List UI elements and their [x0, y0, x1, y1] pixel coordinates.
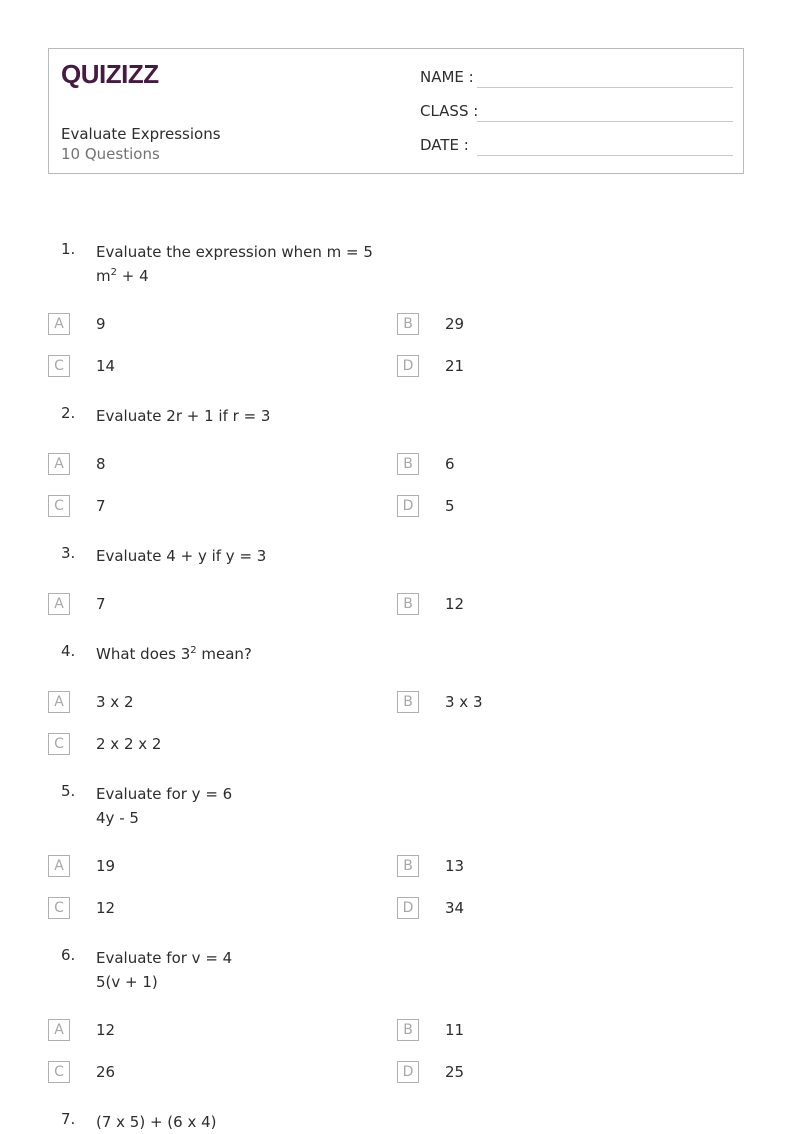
option-text: 9 — [96, 315, 106, 333]
option-text: 6 — [445, 455, 455, 473]
option-letter: D — [397, 897, 419, 919]
question-number: 6. — [61, 946, 76, 964]
question-text: (7 x 5) + (6 x 4) — [96, 1113, 217, 1131]
option-text: 21 — [445, 357, 465, 375]
quizizz-logo: QUIZIZZ — [61, 59, 159, 89]
option-letter: B — [397, 313, 419, 335]
option-text: 26 — [96, 1063, 116, 1081]
class-label: CLASS : — [420, 102, 479, 120]
date-line — [477, 155, 733, 156]
name-line — [477, 87, 733, 88]
option-letter: A — [48, 691, 70, 713]
option-text: 12 — [445, 595, 465, 613]
option-letter: A — [48, 593, 70, 615]
question-number: 5. — [61, 782, 76, 800]
option-letter: B — [397, 453, 419, 475]
name-label: NAME : — [420, 68, 474, 86]
question-text: What does $3^2$ mean? — [96, 645, 252, 663]
option-text: 2 x 2 x 2 — [96, 735, 162, 753]
question-number: 2. — [61, 404, 76, 422]
option-letter: A — [48, 313, 70, 335]
name-field[interactable] — [420, 68, 733, 90]
option-letter: B — [397, 691, 419, 713]
option-text: 12 — [96, 899, 116, 917]
option-letter: A — [48, 453, 70, 475]
date-field[interactable] — [420, 136, 733, 158]
question-number: 1. — [61, 240, 76, 258]
option-text: 11 — [445, 1021, 465, 1039]
option-letter: C — [48, 355, 70, 377]
option-letter: D — [397, 355, 419, 377]
question-text: Evaluate 2r + 1 if r = 3 — [96, 407, 271, 425]
option-letter: A — [48, 855, 70, 877]
class-field[interactable] — [420, 102, 733, 124]
option-letter: B — [397, 855, 419, 877]
worksheet-title: Evaluate Expressions — [61, 125, 221, 143]
question-text: Evaluate the expression when m = 5 $m^2 + 4$ — [96, 243, 373, 285]
option-letter: B — [397, 1019, 419, 1041]
option-text: 25 — [445, 1063, 465, 1081]
worksheet-header — [48, 48, 744, 174]
option-text: 34 — [445, 899, 465, 917]
option-letter: C — [48, 1061, 70, 1083]
option-letter: C — [48, 733, 70, 755]
option-text: 14 — [96, 357, 116, 375]
option-letter: C — [48, 897, 70, 919]
question-number: 7. — [61, 1110, 76, 1128]
option-text: 7 — [96, 497, 106, 515]
class-line — [477, 121, 733, 122]
question-number: 3. — [61, 544, 76, 562]
option-letter: D — [397, 495, 419, 517]
option-text: 13 — [445, 857, 465, 875]
option-letter: C — [48, 495, 70, 517]
option-text: 5 — [445, 497, 455, 515]
option-letter: D — [397, 1061, 419, 1083]
question-number: 4. — [61, 642, 76, 660]
option-text: 7 — [96, 595, 106, 613]
question-count: 10 Questions — [61, 145, 160, 163]
question-text: Evaluate 4 + y if y = 3 — [96, 547, 267, 565]
option-letter: B — [397, 593, 419, 615]
question-text: Evaluate for v = 4 5(v + 1) — [96, 949, 233, 991]
option-letter: A — [48, 1019, 70, 1041]
option-text: 3 x 2 — [96, 693, 134, 711]
option-text: 12 — [96, 1021, 116, 1039]
option-text: 19 — [96, 857, 116, 875]
question-text: Evaluate for y = 6 4y - 5 — [96, 785, 233, 827]
option-text: 8 — [96, 455, 106, 473]
date-label: DATE : — [420, 136, 469, 154]
option-text: 29 — [445, 315, 465, 333]
option-text: 3 x 3 — [445, 693, 483, 711]
